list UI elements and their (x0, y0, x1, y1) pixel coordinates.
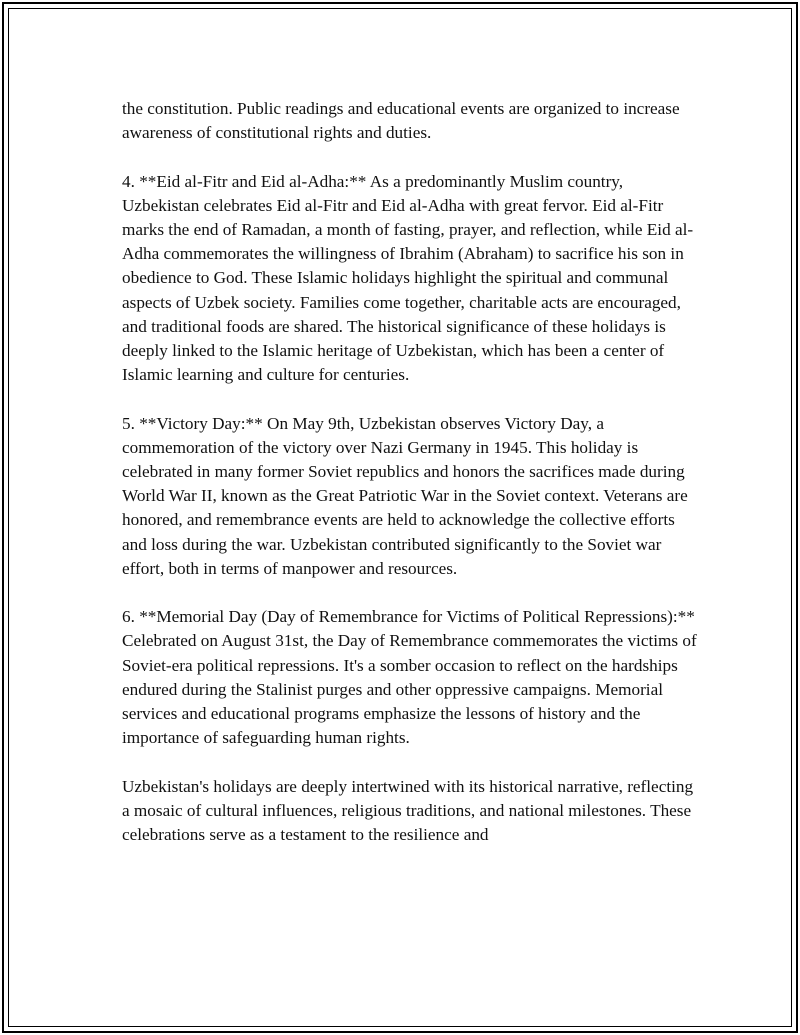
paragraph-eid-holidays: 4. **Eid al-Fitr and Eid al-Adha:** As a predominantly Muslim country, Uzbekistan celebrates Eid al-Fitr and Eid al-Adha with great fervor. Eid al-Fitr marks the end of Ramadan, a month of fasting, prayer, and reflection, while Eid al-Adha commemorates the willingness of Ibrahim (Abraham) to sacrifice his son in obedience to God. These Islamic holidays highlight the spiritual and communal aspects of Uzbek society. Families come together, charitable acts are encouraged, and traditional foods are shared. The historical significance of these holidays is deeply linked to the Islamic heritage of Uzbekistan, which has been a center of Islamic learning and culture for centuries. (122, 171, 694, 385)
paragraph-constitution-continuation: the constitution. Public readings and educational events are organized to increase awareness of constitutional rights and duties. (122, 99, 680, 143)
paragraph-victory-day: 5. **Victory Day:** On May 9th, Uzbekistan observes Victory Day, a commemoration of the victory over Nazi Germany in 1945. This holiday is celebrated in many former Soviet republics and honors the sacrifices made during World War II, known as the Great Patriotic War in the Soviet context. Veterans are honored, and remembrance events are held to acknowledge the collective efforts and loss during the war. Uzbekistan contributed significantly to the Soviet war effort, both in terms of manpower and resources. (122, 413, 688, 578)
paragraph-conclusion: Uzbekistan's holidays are deeply intertwined with its historical narrative, reflecting a mosaic of cultural influences, religious traditions, and national milestones. These celebrations serve as a testament to the resilience and (122, 776, 694, 845)
document-body (122, 97, 702, 871)
paragraph-memorial-day: 6. **Memorial Day (Day of Remembrance for Victims of Political Repressions):** Celebrated on August 31st, the Day of Remembrance commemorates the victims of Soviet-era political repressions. It's a somber occasion to reflect on the hardships endured during the Stalinist purges and other oppressive campaigns. Memorial services and educational programs emphasize the lessons of history and the importance of safeguarding human rights. (122, 607, 697, 748)
page-frame (2, 2, 798, 1033)
